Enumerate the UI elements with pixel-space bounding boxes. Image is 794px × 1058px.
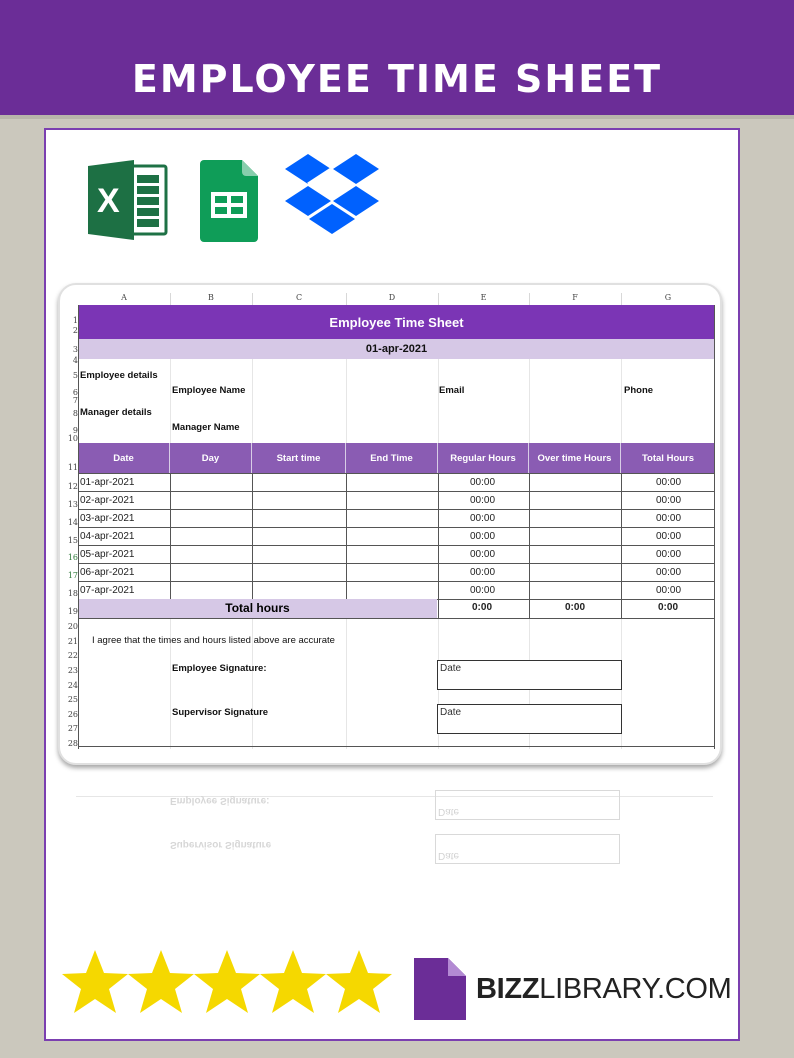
- row-number[interactable]: 27: [67, 724, 78, 733]
- row-number[interactable]: 12: [67, 482, 78, 491]
- agreement-text: I agree that the times and hours listed above are accurate: [92, 635, 335, 646]
- row-number[interactable]: 19: [67, 607, 78, 616]
- row-number[interactable]: 4: [72, 356, 78, 365]
- svg-text:X: X: [97, 182, 120, 220]
- row-regular-hours[interactable]: 00:00: [470, 549, 496, 560]
- table-header-label: End Time: [370, 453, 413, 464]
- row-number[interactable]: 22: [67, 651, 78, 660]
- supervisor-signature-date-box[interactable]: [437, 704, 622, 734]
- table-header-overtime-hours[interactable]: [529, 443, 621, 473]
- google-sheets-icon[interactable]: [200, 160, 260, 242]
- row-number[interactable]: 3: [72, 345, 78, 354]
- row-number[interactable]: 20: [67, 622, 78, 631]
- date-box-label: Date: [440, 707, 462, 718]
- reflection-date-box: [435, 790, 620, 820]
- table-header-day[interactable]: [170, 443, 252, 473]
- row-number[interactable]: 21: [67, 637, 78, 646]
- page-title: EMPLOYEE TIME SHEET: [131, 57, 663, 101]
- table-header-total-hours[interactable]: [621, 443, 715, 473]
- row-date[interactable]: 01-apr-2021: [80, 477, 135, 488]
- row-number[interactable]: 26: [67, 710, 78, 719]
- row-total-hours[interactable]: 00:00: [656, 549, 682, 560]
- table-header-label: Over time Hours: [537, 453, 612, 464]
- table-header-start-time[interactable]: [252, 443, 346, 473]
- row-number[interactable]: 16: [67, 553, 78, 562]
- total-overtime-hours[interactable]: 0:00: [565, 602, 586, 613]
- column-header[interactable]: C: [295, 293, 303, 302]
- star-icon: [194, 950, 260, 1013]
- dropbox-icon[interactable]: [284, 152, 380, 244]
- table-header-label: Date: [113, 453, 134, 464]
- table-header-end-time[interactable]: [346, 443, 438, 473]
- email-label: Email: [439, 385, 465, 396]
- row-total-hours[interactable]: 00:00: [656, 531, 682, 542]
- sheet-title: Employee Time Sheet: [329, 315, 464, 330]
- row-total-hours[interactable]: 00:00: [656, 585, 682, 596]
- banner-shadow: [0, 115, 794, 119]
- brand-light: LIBRARY.COM: [539, 973, 732, 1005]
- row-regular-hours[interactable]: 00:00: [470, 567, 496, 578]
- row-regular-hours[interactable]: 00:00: [470, 513, 496, 524]
- column-header[interactable]: B: [208, 293, 214, 302]
- supervisor-signature-label: Supervisor Signature: [172, 707, 269, 718]
- header-banner: [0, 0, 794, 115]
- row-total-hours[interactable]: 00:00: [656, 513, 682, 524]
- row-number[interactable]: 10: [67, 434, 78, 443]
- manager-details-label: Manager details: [80, 407, 152, 418]
- date-box-label: Date: [440, 663, 462, 674]
- star-icon: [260, 950, 326, 1013]
- total-hours-label: Total hours: [225, 601, 290, 615]
- excel-icon[interactable]: [86, 160, 170, 240]
- row-number[interactable]: 15: [67, 536, 78, 545]
- row-number[interactable]: 24: [67, 681, 78, 690]
- row-total-hours[interactable]: 00:00: [656, 495, 682, 506]
- row-date[interactable]: 03-apr-2021: [80, 513, 135, 524]
- row-number[interactable]: 6: [72, 388, 78, 397]
- row-regular-hours[interactable]: 00:00: [470, 495, 496, 506]
- row-number[interactable]: 17: [67, 571, 78, 580]
- column-header[interactable]: G: [664, 293, 672, 302]
- row-number[interactable]: 23: [67, 666, 78, 675]
- row-date[interactable]: 04-apr-2021: [80, 531, 135, 542]
- bizzlibrary-logo-icon[interactable]: [414, 958, 466, 1020]
- star-icon: [62, 950, 128, 1013]
- column-header[interactable]: A: [121, 293, 127, 302]
- column-header[interactable]: F: [572, 293, 578, 302]
- row-number[interactable]: 1: [72, 316, 78, 325]
- table-header-date[interactable]: [78, 443, 170, 473]
- table-header-label: Day: [201, 453, 220, 464]
- star-icon: [326, 950, 392, 1013]
- brand-bold: BIZZ: [476, 973, 540, 1005]
- sheet-date-band[interactable]: [78, 339, 715, 359]
- reflection-date-box: [435, 834, 620, 864]
- table-header-regular-hours[interactable]: [438, 443, 529, 473]
- phone-label: Phone: [624, 385, 654, 396]
- column-header[interactable]: D: [388, 293, 396, 302]
- row-number[interactable]: 2: [72, 326, 78, 335]
- reflection-date-label: Date: [438, 806, 460, 817]
- total-regular-hours[interactable]: 0:00: [472, 602, 493, 613]
- row-regular-hours[interactable]: 00:00: [470, 531, 496, 542]
- sheet-date: 01-apr-2021: [365, 343, 428, 355]
- row-number[interactable]: 13: [67, 500, 78, 509]
- reflection-date-label: Date: [438, 850, 460, 861]
- row-regular-hours[interactable]: 00:00: [470, 585, 496, 596]
- row-number[interactable]: 7: [72, 396, 78, 405]
- employee-details-label: Employee details: [80, 370, 158, 381]
- reflection-employee-signature: Employee Signature:: [170, 795, 270, 806]
- table-header-label: Total Hours: [641, 453, 695, 464]
- worksheet[interactable]: [78, 305, 715, 749]
- row-number[interactable]: 11: [67, 463, 78, 472]
- spreadsheet-reflection: [58, 772, 722, 892]
- employee-signature-date-box[interactable]: [437, 660, 622, 690]
- row-total-hours[interactable]: 00:00: [656, 477, 682, 488]
- spreadsheet-preview: [58, 283, 722, 765]
- total-hours-band[interactable]: [78, 599, 437, 618]
- rating-stars: [60, 948, 392, 1018]
- table-header-label: Start time: [276, 453, 321, 464]
- reflection-supervisor-signature: Supervisor Signature: [170, 839, 272, 850]
- row-number[interactable]: 5: [72, 371, 78, 380]
- row-number[interactable]: 18: [67, 589, 78, 598]
- bizzlibrary-wordmark[interactable]: [476, 973, 732, 1006]
- row-regular-hours[interactable]: 00:00: [470, 477, 496, 488]
- star-icons: [62, 950, 392, 1013]
- row-number[interactable]: 25: [67, 695, 78, 704]
- column-header[interactable]: E: [480, 293, 487, 302]
- row-date[interactable]: 07-apr-2021: [80, 585, 135, 596]
- table-header-label: Regular Hours: [450, 453, 516, 464]
- row-date[interactable]: 06-apr-2021: [80, 567, 135, 578]
- employee-name-label: Employee Name: [172, 385, 246, 396]
- row-date[interactable]: 05-apr-2021: [80, 549, 135, 560]
- row-number[interactable]: 28: [67, 739, 78, 748]
- row-number[interactable]: 8: [72, 409, 78, 418]
- employee-signature-label: Employee Signature:: [172, 663, 267, 674]
- total-hours-value[interactable]: 0:00: [658, 602, 679, 613]
- row-total-hours[interactable]: 00:00: [656, 567, 682, 578]
- star-icon: [128, 950, 194, 1013]
- row-number[interactable]: 14: [67, 518, 78, 527]
- sheet-title-band[interactable]: [78, 305, 715, 339]
- manager-name-label: Manager Name: [172, 422, 240, 433]
- row-number[interactable]: 9: [72, 426, 78, 435]
- row-date[interactable]: 02-apr-2021: [80, 495, 135, 506]
